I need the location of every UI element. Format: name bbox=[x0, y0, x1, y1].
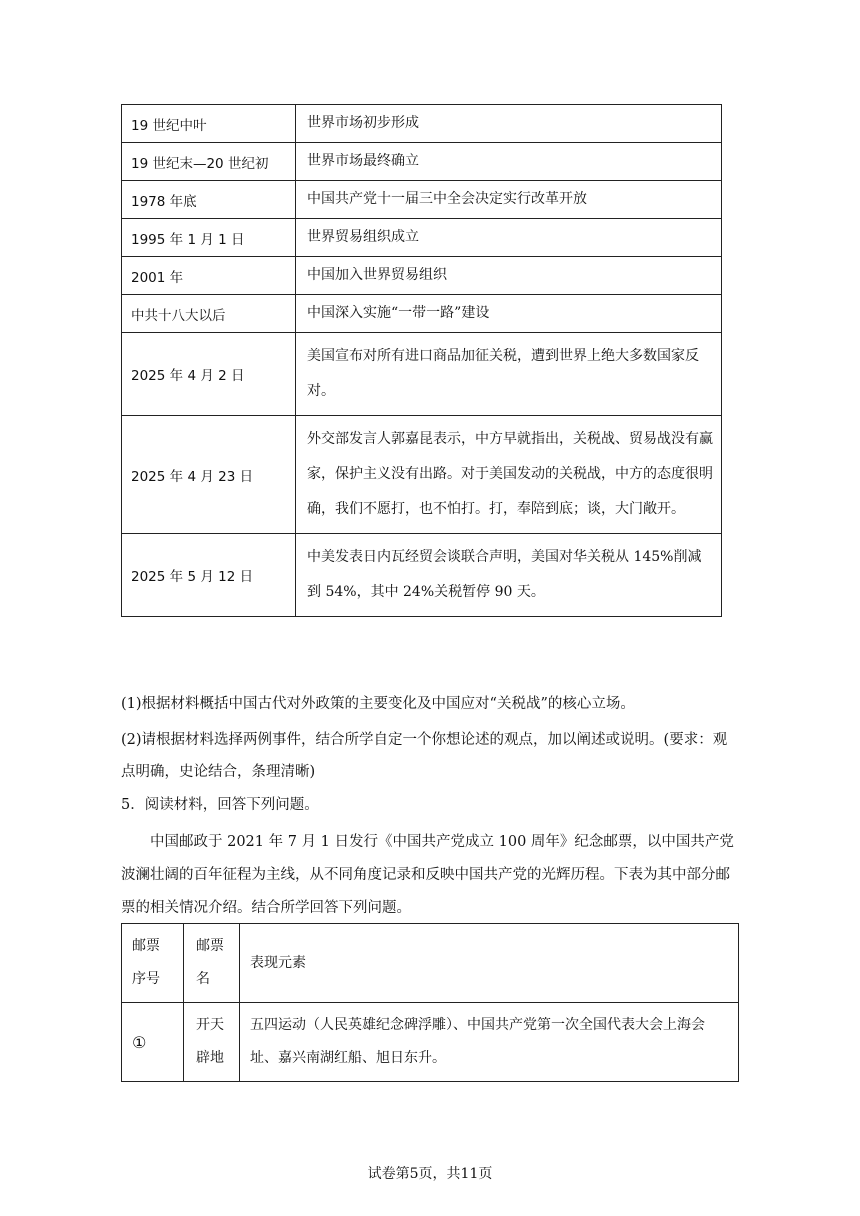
event-cell: 中美发表日内瓦经贸会谈联合声明，美国对华关税从 145%削减到 54%，其中 24%关税暂停 90 天。 bbox=[296, 534, 722, 617]
table-row bbox=[122, 416, 722, 534]
table-row bbox=[122, 333, 722, 416]
date-cell: 19 世纪末—20 世纪初 bbox=[122, 143, 296, 181]
question-1: (1)根据材料概括中国古代对外政策的主要变化及中国应对“关税战”的核心立场。 bbox=[121, 696, 635, 712]
timeline-table bbox=[121, 104, 722, 617]
page-footer: 试卷第5页，共11页 bbox=[367, 1166, 493, 1182]
stamp-elements: 五四运动（人民英雄纪念碑浮雕）、中国共产党第一次全国代表大会上海会址、嘉兴南湖红船、旭日东升。 bbox=[240, 1003, 739, 1082]
column-header-number: 邮票序号 bbox=[122, 924, 184, 1003]
date-cell: 2025 年 4 月 2 日 bbox=[122, 333, 296, 416]
event-cell: 中国深入实施“一带一路”建设 bbox=[296, 295, 722, 333]
table-row bbox=[122, 257, 722, 295]
table-row bbox=[122, 105, 722, 143]
column-header-name: 邮票名 bbox=[184, 924, 240, 1003]
event-cell: 中国共产党十一届三中全会决定实行改革开放 bbox=[296, 181, 722, 219]
date-cell: 19 世纪中叶 bbox=[122, 105, 296, 143]
table-row bbox=[122, 534, 722, 617]
event-cell: 世界市场最终确立 bbox=[296, 143, 722, 181]
date-cell: 中共十八大以后 bbox=[122, 295, 296, 333]
date-cell: 2025 年 4 月 23 日 bbox=[122, 416, 296, 534]
date-cell: 1995 年 1 月 1 日 bbox=[122, 219, 296, 257]
date-cell: 2001 年 bbox=[122, 257, 296, 295]
event-cell: 中国加入世界贸易组织 bbox=[296, 257, 722, 295]
table-row bbox=[122, 219, 722, 257]
table-row bbox=[122, 181, 722, 219]
stamp-number: ① bbox=[122, 1003, 184, 1082]
stamp-table bbox=[121, 923, 739, 1082]
question-2: (2)请根据材料选择两例事件，结合所学自定一个你想论述的观点，加以阐述或说明。(要求：观点明确，史论结合，条理清晰) bbox=[121, 732, 728, 780]
column-header-elements: 表现元素 bbox=[240, 924, 739, 1003]
table-header-row bbox=[122, 924, 739, 1003]
event-cell: 世界贸易组织成立 bbox=[296, 219, 722, 257]
event-cell: 世界市场初步形成 bbox=[296, 105, 722, 143]
event-cell: 美国宣布对所有进口商品加征关税，遭到世界上绝大多数国家反对。 bbox=[296, 333, 722, 416]
date-cell: 2025 年 5 月 12 日 bbox=[122, 534, 296, 617]
stamp-name: 开天辟地 bbox=[184, 1003, 240, 1082]
table-row bbox=[122, 295, 722, 333]
question-5-paragraph: 中国邮政于 2021 年 7 月 1 日发行《中国共产党成立 100 周年》纪念邮票，以中国共产党波澜壮阔的百年征程为主线，从不同角度记录和反映中国共产党的光辉历程。下表为其中部分邮票的相关情况介绍。结合所学回答下列问题。 bbox=[121, 834, 734, 916]
question-5-heading: 5．阅读材料，回答下列问题。 bbox=[121, 797, 319, 813]
table-row bbox=[122, 1003, 739, 1082]
event-cell: 外交部发言人郭嘉昆表示，中方早就指出，关税战、贸易战没有赢家，保护主义没有出路。对于美国发动的关税战，中方的态度很明确，我们不愿打，也不怕打。打，奉陪到底；谈，大门敞开。 bbox=[296, 416, 722, 534]
table-row bbox=[122, 143, 722, 181]
date-cell: 1978 年底 bbox=[122, 181, 296, 219]
